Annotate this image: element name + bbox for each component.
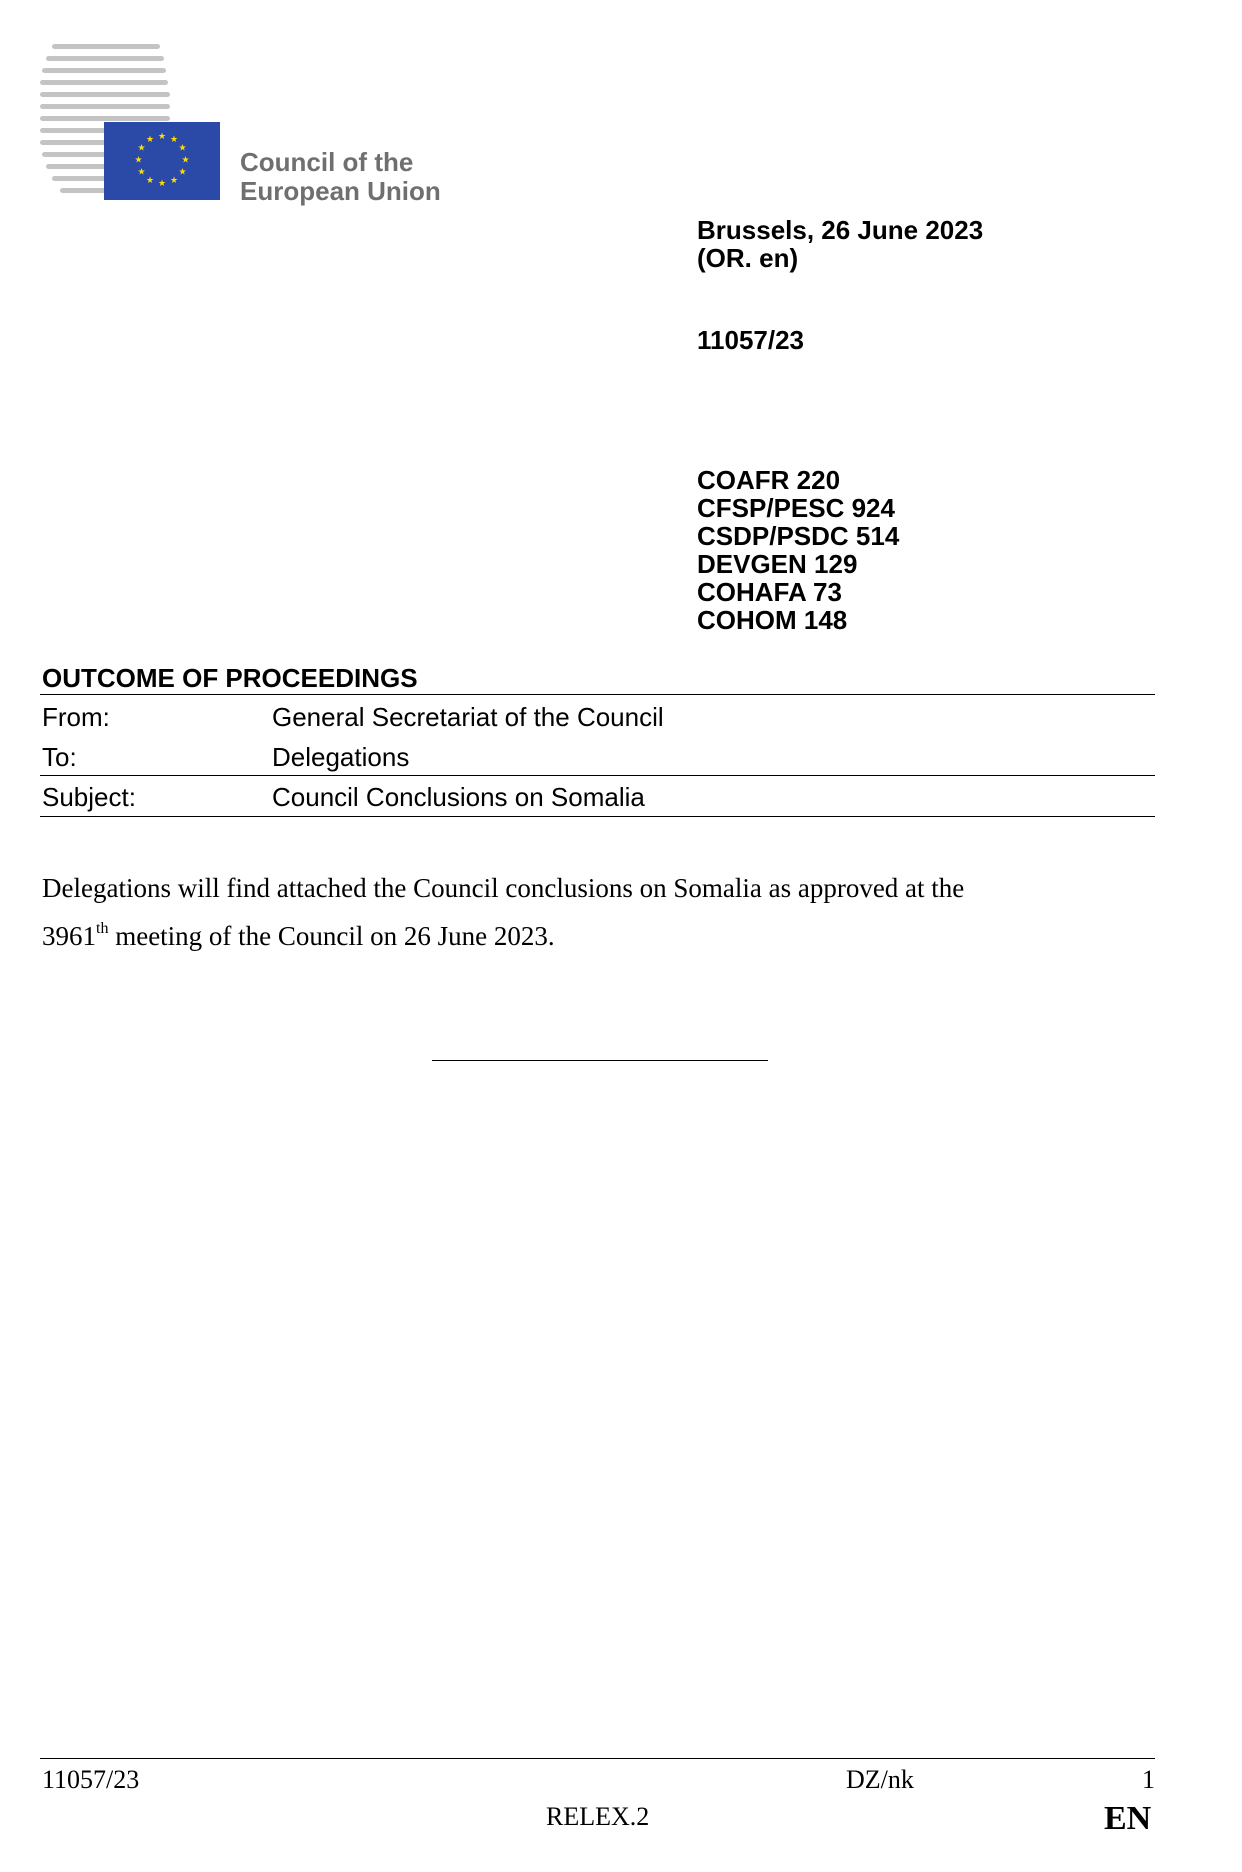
- footer-document-number: 11057/23: [42, 1765, 140, 1794]
- code-item: COAFR 220: [697, 465, 841, 495]
- svg-text:★: ★: [145, 135, 155, 145]
- svg-text:★: ★: [157, 132, 167, 142]
- svg-text:★: ★: [157, 179, 167, 189]
- body-line-2-rest: meeting of the Council on 26 June 2023.: [108, 921, 555, 951]
- date-block: [697, 216, 983, 272]
- footer-unit: RELEX.2: [546, 1802, 650, 1831]
- svg-text:★: ★: [169, 176, 179, 186]
- end-of-text-rule: [432, 1060, 768, 1061]
- subject-value: Council Conclusions on Somalia: [272, 782, 645, 812]
- body-line-1: Delegations will find attached the Council conclusions on Somalia as approved at the: [42, 873, 965, 903]
- svg-text:★: ★: [169, 135, 179, 145]
- body-line-2: [42, 912, 1042, 960]
- footer-language: EN: [1104, 1800, 1152, 1837]
- code-item: COHAFA 73: [697, 577, 842, 607]
- body-paragraph: [42, 864, 1042, 960]
- svg-text:★: ★: [181, 155, 190, 166]
- from-value: General Secretariat of the Council: [272, 702, 664, 732]
- organisation-name: Council of the European Union: [240, 147, 441, 206]
- code-item: COHOM 148: [697, 605, 848, 635]
- svg-text:★: ★: [137, 143, 146, 154]
- to-label: To:: [42, 742, 77, 772]
- to-value: Delegations: [272, 742, 410, 772]
- council-logo: [40, 40, 230, 200]
- svg-text:★: ★: [137, 167, 146, 178]
- date-line: Brussels, 26 June 2023: [697, 215, 984, 245]
- divider: [40, 775, 1155, 776]
- code-item: DEVGEN 129: [697, 549, 858, 579]
- footer-divider: [40, 1758, 1155, 1759]
- svg-text:★: ★: [178, 143, 187, 154]
- meeting-number: 3961: [42, 921, 96, 951]
- from-label: From:: [42, 702, 110, 732]
- code-item: CSDP/PSDC 514: [697, 521, 900, 551]
- svg-text:★: ★: [178, 167, 187, 178]
- original-language: (OR. en): [697, 243, 799, 273]
- footer-initials: DZ/nk: [846, 1765, 914, 1794]
- svg-text:★: ★: [145, 176, 155, 186]
- divider: [40, 816, 1155, 817]
- document-number: 11057/23: [697, 325, 805, 355]
- outcome-title: OUTCOME OF PROCEEDINGS: [42, 663, 418, 693]
- meeting-suffix: th: [96, 920, 109, 937]
- classification-codes: [697, 466, 899, 634]
- divider: [40, 694, 1155, 695]
- code-item: CFSP/PESC 924: [697, 493, 895, 523]
- footer-page-number: 1: [1142, 1765, 1155, 1794]
- subject-label: Subject:: [42, 782, 136, 812]
- svg-text:★: ★: [134, 155, 143, 166]
